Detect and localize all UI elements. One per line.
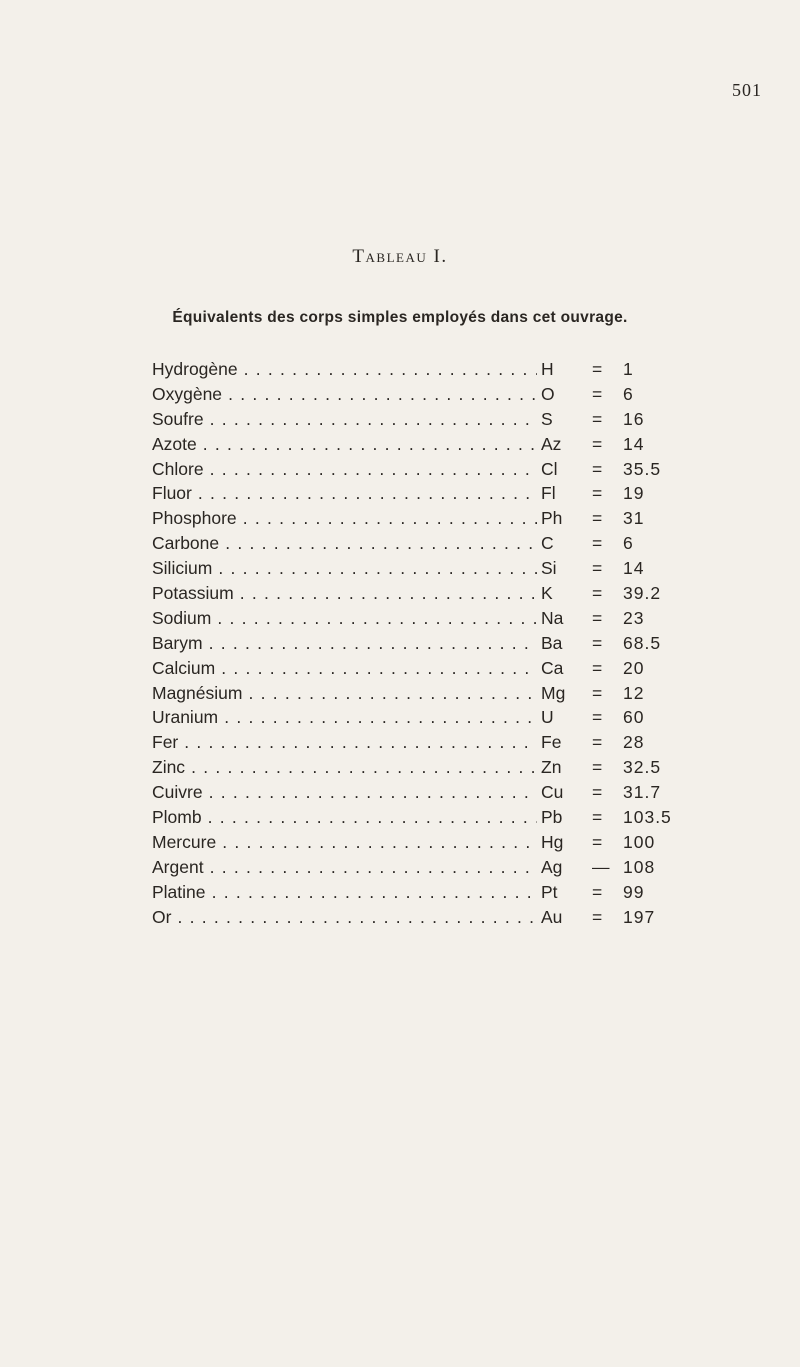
equals-sign: = (592, 707, 603, 728)
equals-sign: = (592, 533, 603, 554)
equals-sign: = (592, 433, 603, 454)
element-name: Uranium . . . (152, 705, 537, 730)
table-row (152, 432, 712, 457)
element-name: Mercure . . . (152, 830, 537, 855)
table-row (152, 830, 712, 855)
equivalents-table (152, 357, 712, 929)
equals-sign: = (592, 782, 603, 803)
table-row (152, 481, 712, 506)
equals-sign: = (592, 682, 603, 703)
element-symbol: Hg (541, 831, 564, 852)
table-row (152, 656, 712, 681)
element-symbol: Ag (541, 856, 563, 877)
element-name: Plomb . . . (152, 805, 537, 830)
table-title: Tableau I. (352, 246, 448, 267)
equals-sign: = (592, 657, 603, 678)
element-symbol: Fl (541, 483, 556, 504)
equals-sign: = (592, 632, 603, 653)
element-symbol: Si (541, 558, 557, 579)
equivalent-value: 100 (623, 831, 656, 852)
equivalent-value: 99 (623, 881, 645, 902)
equivalent-value: 14 (623, 558, 645, 579)
equals-sign: = (592, 757, 603, 778)
table-row (152, 855, 712, 880)
element-symbol: U (541, 707, 554, 728)
equivalent-value: 108 (623, 856, 656, 877)
equivalent-value: 60 (623, 707, 645, 728)
equivalent-value: 1 (623, 359, 634, 379)
element-symbol: Pb (541, 807, 563, 828)
element-symbol: Fe (541, 732, 562, 753)
equals-sign: = (592, 383, 603, 404)
element-symbol: C (541, 533, 554, 554)
element-name: Potassium . . . (152, 581, 537, 606)
element-name: Azote . . . (152, 432, 537, 457)
element-symbol: K (541, 583, 553, 604)
element-symbol: Az (541, 433, 562, 454)
equivalent-value: 6 (623, 533, 634, 554)
table-row (152, 531, 712, 556)
element-symbol: Mg (541, 682, 566, 703)
table-row (152, 457, 712, 482)
table-row (152, 705, 712, 730)
element-symbol: Pt (541, 881, 558, 902)
table-subtitle: Équivalents des corps simples employés dans cet ouvrage. (172, 309, 628, 326)
element-name: Fer . . . (152, 730, 537, 755)
element-name: Zinc . . . (152, 755, 537, 780)
element-name: Argent . . . (152, 855, 537, 880)
table-row (152, 780, 712, 805)
element-name: Chlore . . . (152, 457, 537, 482)
equals-sign: = (592, 458, 603, 479)
equivalent-value: 12 (623, 682, 645, 703)
table-row (152, 681, 712, 706)
element-symbol: Ph (541, 508, 563, 529)
element-name: Calcium . . . (152, 656, 537, 681)
element-symbol: H (541, 359, 554, 379)
element-symbol: O (541, 383, 555, 404)
element-name: Fluor . . . (152, 481, 537, 506)
element-name: Cuivre . . . (152, 780, 537, 805)
element-symbol: Zn (541, 757, 562, 778)
equivalent-value: 14 (623, 433, 645, 454)
equals-sign: = (592, 583, 603, 604)
element-symbol: Na (541, 607, 564, 628)
equivalent-value: 68.5 (623, 632, 662, 653)
table-row (152, 755, 712, 780)
table-row (152, 606, 712, 631)
table-row (152, 407, 712, 432)
equals-sign: = (592, 558, 603, 579)
element-name: Oxygène . . . (152, 382, 537, 407)
element-name: Barym . . . (152, 631, 537, 656)
element-symbol: Ca (541, 657, 564, 678)
element-name: Carbone . . . (152, 531, 537, 556)
equivalent-value: 31.7 (623, 782, 662, 803)
equivalent-value: 23 (623, 607, 645, 628)
equals-sign: — (592, 856, 610, 877)
element-name: Sodium . . . (152, 606, 537, 631)
element-symbol: Au (541, 906, 563, 927)
equals-sign: = (592, 881, 603, 902)
equivalent-value: 35.5 (623, 458, 662, 479)
equals-sign: = (592, 906, 603, 927)
equivalent-value: 32.5 (623, 757, 662, 778)
table-row (152, 581, 712, 606)
equals-sign: = (592, 508, 603, 529)
equivalent-value: 103.5 (623, 807, 672, 828)
element-name: Phosphore . . . (152, 506, 537, 531)
table-row (152, 730, 712, 755)
table-row (152, 506, 712, 531)
equals-sign: = (592, 359, 603, 379)
equivalent-value: 39.2 (623, 583, 662, 604)
element-symbol: S (541, 408, 553, 429)
element-symbol: Cl (541, 458, 558, 479)
element-name: Platine . . . (152, 880, 537, 905)
equals-sign: = (592, 483, 603, 504)
element-name: Silicium . . . (152, 556, 537, 581)
equivalent-value: 19 (623, 483, 645, 504)
table-row (152, 880, 712, 905)
equivalent-value: 31 (623, 508, 645, 529)
page-number: 501 (732, 80, 762, 100)
equals-sign: = (592, 607, 603, 628)
table-row (152, 556, 712, 581)
equivalent-value: 197 (623, 906, 656, 927)
equals-sign: = (592, 831, 603, 852)
element-name: Magnésium . . . (152, 681, 537, 706)
equivalent-value: 20 (623, 657, 645, 678)
table-row (152, 382, 712, 407)
table-row (152, 805, 712, 830)
element-symbol: Cu (541, 782, 564, 803)
element-symbol: Ba (541, 632, 563, 653)
table-row (152, 905, 712, 930)
equivalent-value: 6 (623, 383, 634, 404)
equals-sign: = (592, 807, 603, 828)
table-row (152, 357, 712, 382)
element-name: Hydrogène . . . (152, 357, 537, 382)
equivalent-value: 28 (623, 732, 645, 753)
element-name: Soufre . . . (152, 407, 537, 432)
table-row (152, 631, 712, 656)
equivalent-value: 16 (623, 408, 645, 429)
equals-sign: = (592, 408, 603, 429)
equals-sign: = (592, 732, 603, 753)
element-name: Or . . . (152, 905, 537, 930)
